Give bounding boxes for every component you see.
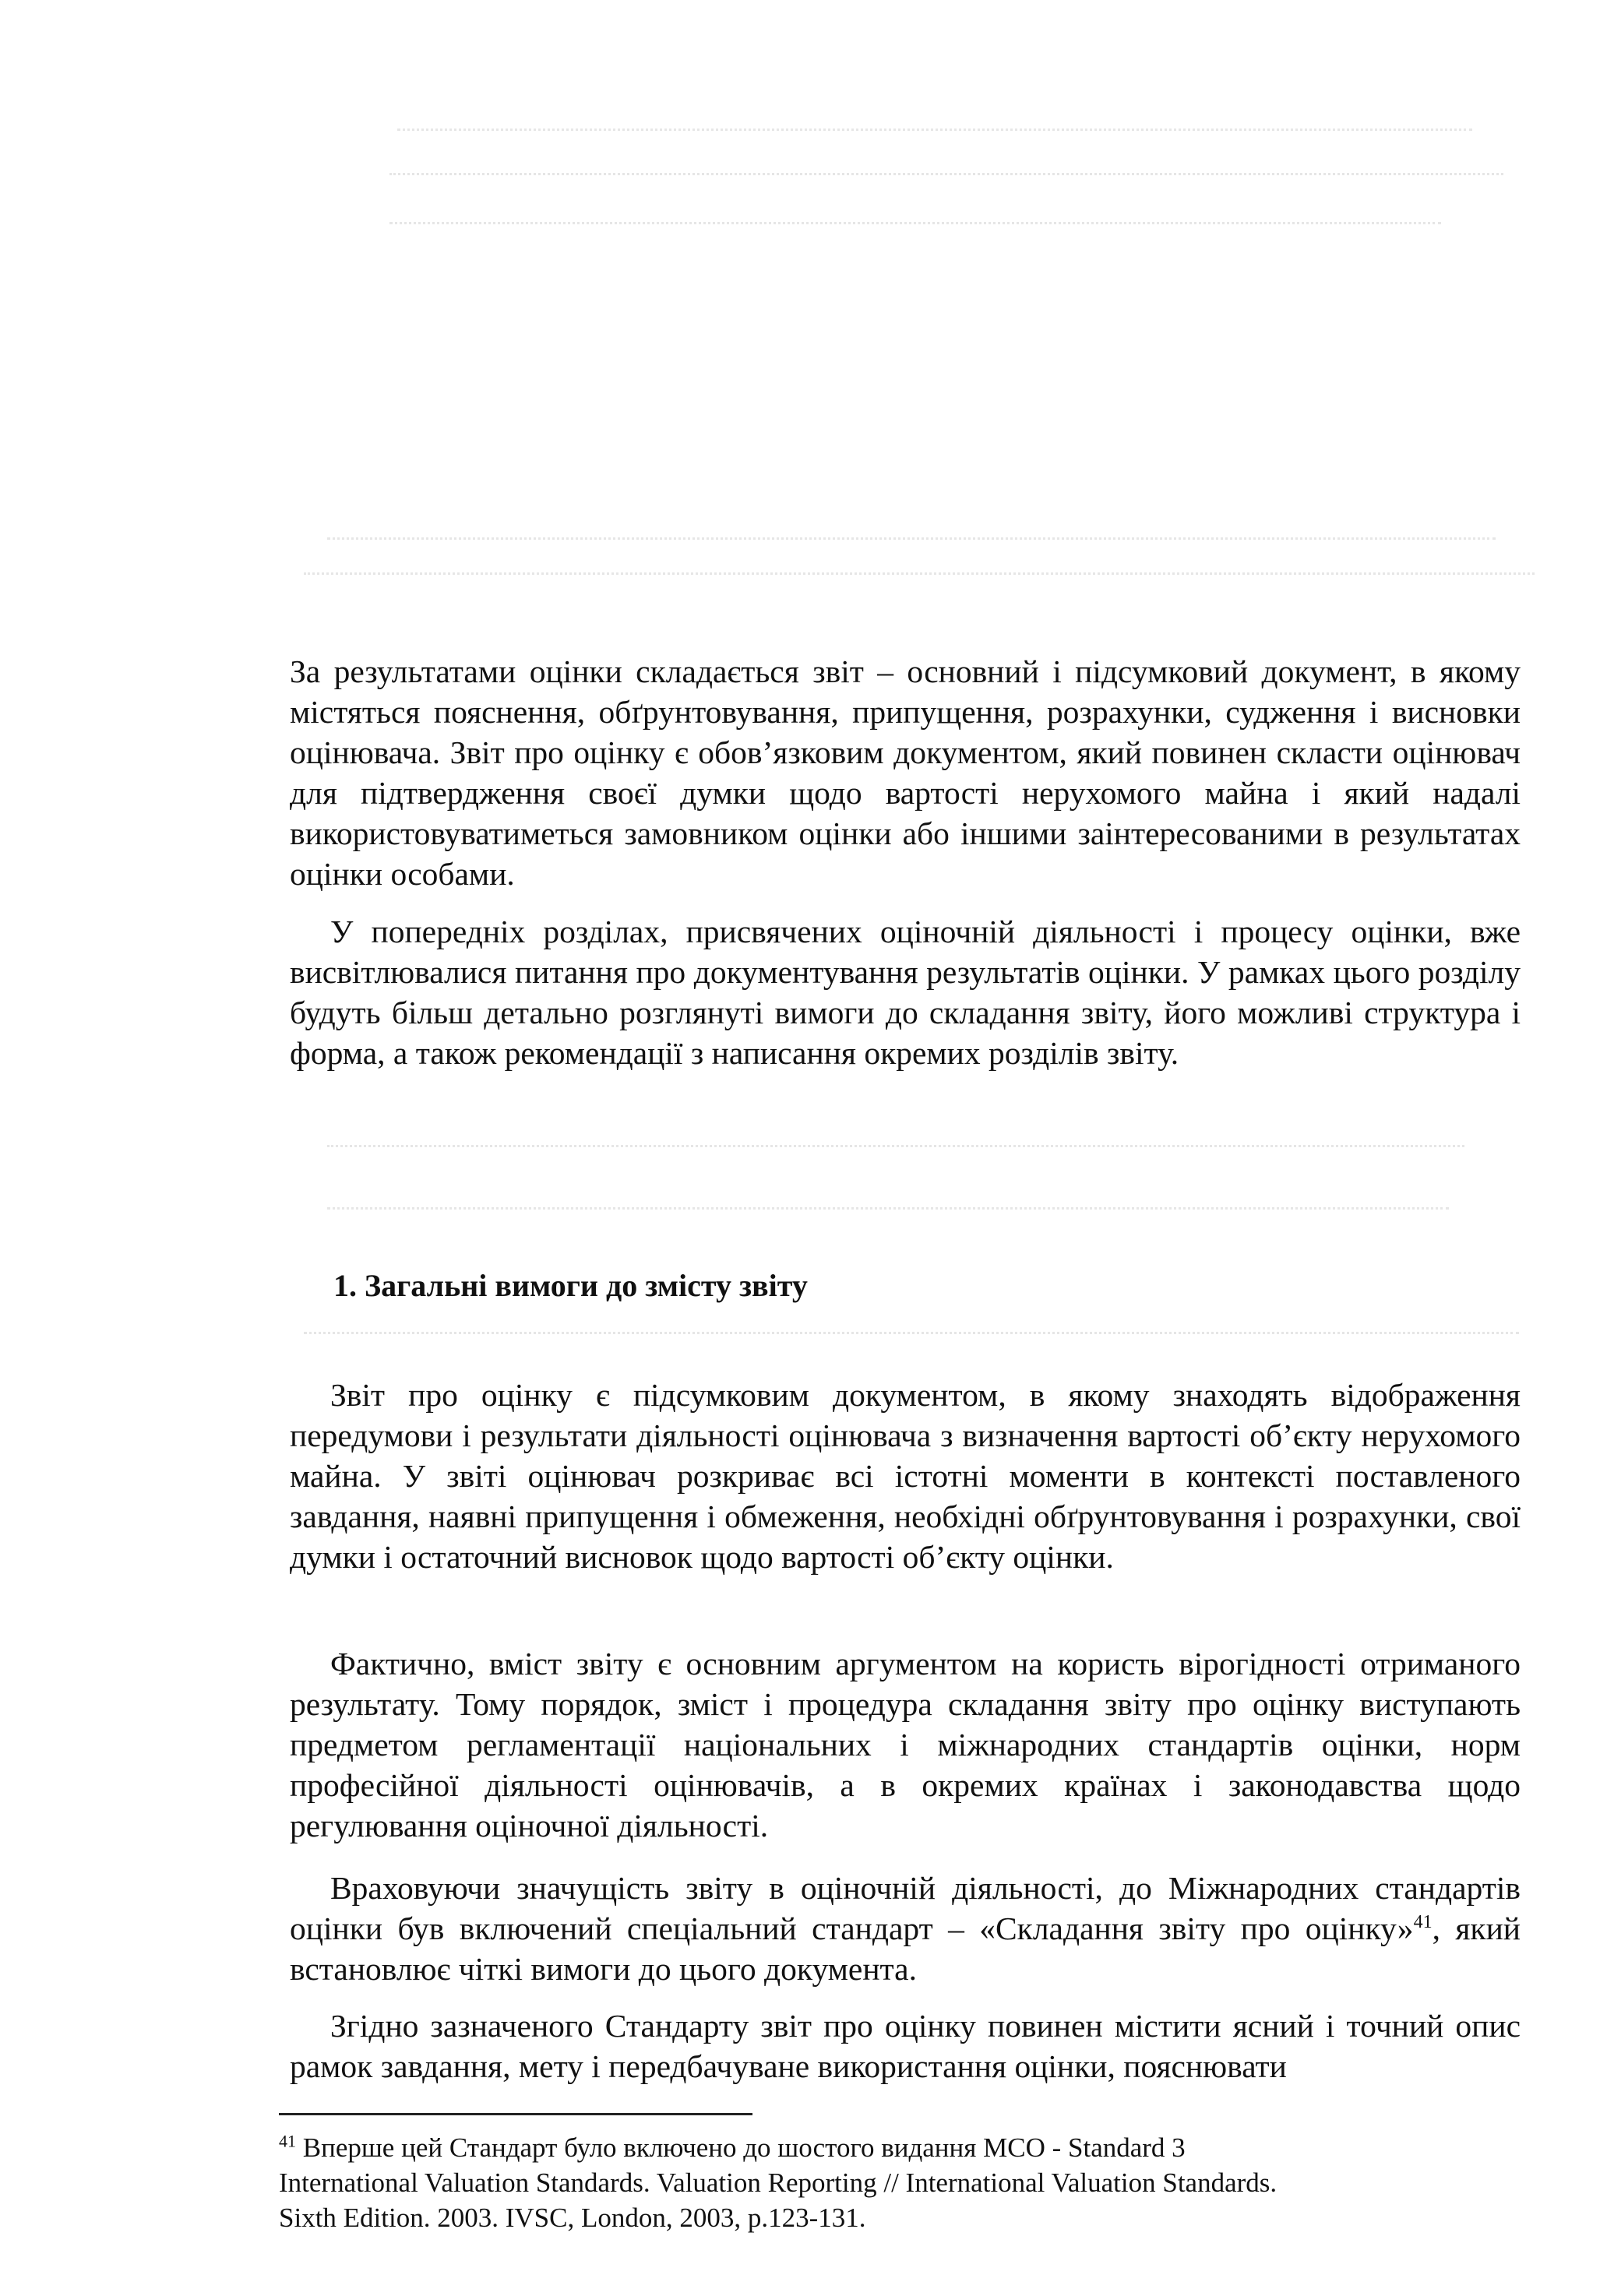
bleed-through-mark [389, 222, 1441, 234]
bleed-through-mark [327, 1145, 1464, 1157]
paragraph-5-text-end: , який встановлює чіткі вимоги до цього документа. [290, 1910, 1521, 1987]
paragraph-4: Фактично, вміст звіту є основним аргументом на користь вірогідності отриманого результату. Тому порядок, зміст і процедура складання звіту про оцінку виступають предметом регламентації національних і міжнародних стандартів оцінки, норм професійної діяльності оцінювачів, а в окремих країнах і законодавства щодо регулювання оціночної діяльності. [290, 1646, 1521, 1843]
bleed-through-mark [327, 537, 1496, 549]
footnote-text-1: Вперше цей Стандарт було включено до шостого видання МСО - Standard 3 [302, 2132, 1186, 2163]
footnote-line-1 [279, 2130, 1525, 2165]
bleed-through-mark [397, 129, 1472, 140]
bleed-through-mark [327, 1207, 1449, 1219]
footnote-line-2: International Valuation Standards. Valuation Reporting // International Valuation Standards. [279, 2167, 1277, 2198]
footnote-reference: 41 [1413, 1912, 1433, 1933]
footnote-divider [279, 2113, 752, 2115]
bleed-through-mark [304, 572, 1535, 584]
paragraph-5-text: Враховуючи значущість звіту в оціночній діяльності, до Міжнародних стандартів оцінки був включений спеціальний стандарт – «Складання звіту про оцінку» [290, 1870, 1521, 1946]
footnote-line-3: Sixth Edition. 2003. IVSC, London, 2003, p.123-131. [279, 2203, 866, 2233]
footnote [279, 2130, 1525, 2235]
paragraph-report-block [290, 1375, 1521, 1577]
bleed-through-mark [389, 173, 1503, 185]
paragraph-standard-block [290, 1868, 1521, 1989]
paragraph-3: Звіт про оцінку є підсумковим документом, в якому знаходять відображення передумови і результати діяльності оцінювача з визначення вартості об’єкту нерухомого майна. У звіті оцінювач розкриває всі істотні моменти в контексті поставленого завдання, наявні припущення і обмеження, необхідні обґрунтовування і розрахунки, свої думки і остаточний висновок щодо вартості об’єкту оцінки. [290, 1377, 1521, 1575]
paragraph-2: У попередніх розділах, присвячених оціночній діяльності і процесу оцінки, вже висвітлювалися питання про документування результатів оцінки. У рамках цього розділу будуть більш детально розглянуті вимоги до складання звіту, його можливі структура і форма, а також рекомендації з написання окремих розділів звіту. [290, 914, 1521, 1071]
paragraph-5 [290, 1868, 1521, 1989]
paragraph-sections-block [290, 911, 1521, 1073]
paragraph-intro-block [290, 651, 1521, 894]
footnote-number: 41 [279, 2131, 296, 2151]
section-heading: 1. Загальні вимоги до змісту звіту [333, 1268, 808, 1303]
paragraph-6: Згідно зазначеного Стандарту звіт про оцінку повинен містити ясний і точний опис рамок завдання, мету і передбачуване використання оцінки, пояснювати [290, 2008, 1521, 2084]
paragraph-1: За результатами оцінки складається звіт – основний і підсумковий документ, в якому містяться пояснення, обґрунтовування, припущення, розрахунки, судження і висновки оцінювача. Звіт про оцінку є обов’язковим документом, який повинен скласти оцінювач для підтвердження своєї думки щодо вартості нерухомого майна і який надалі використовуватиметься замовником оцінки або іншими заінтересованими в результатах оцінки особами. [290, 653, 1521, 892]
paragraph-content-block [290, 1643, 1521, 1846]
bleed-through-mark [304, 1332, 1519, 1343]
paragraph-final-block [290, 2005, 1521, 2086]
